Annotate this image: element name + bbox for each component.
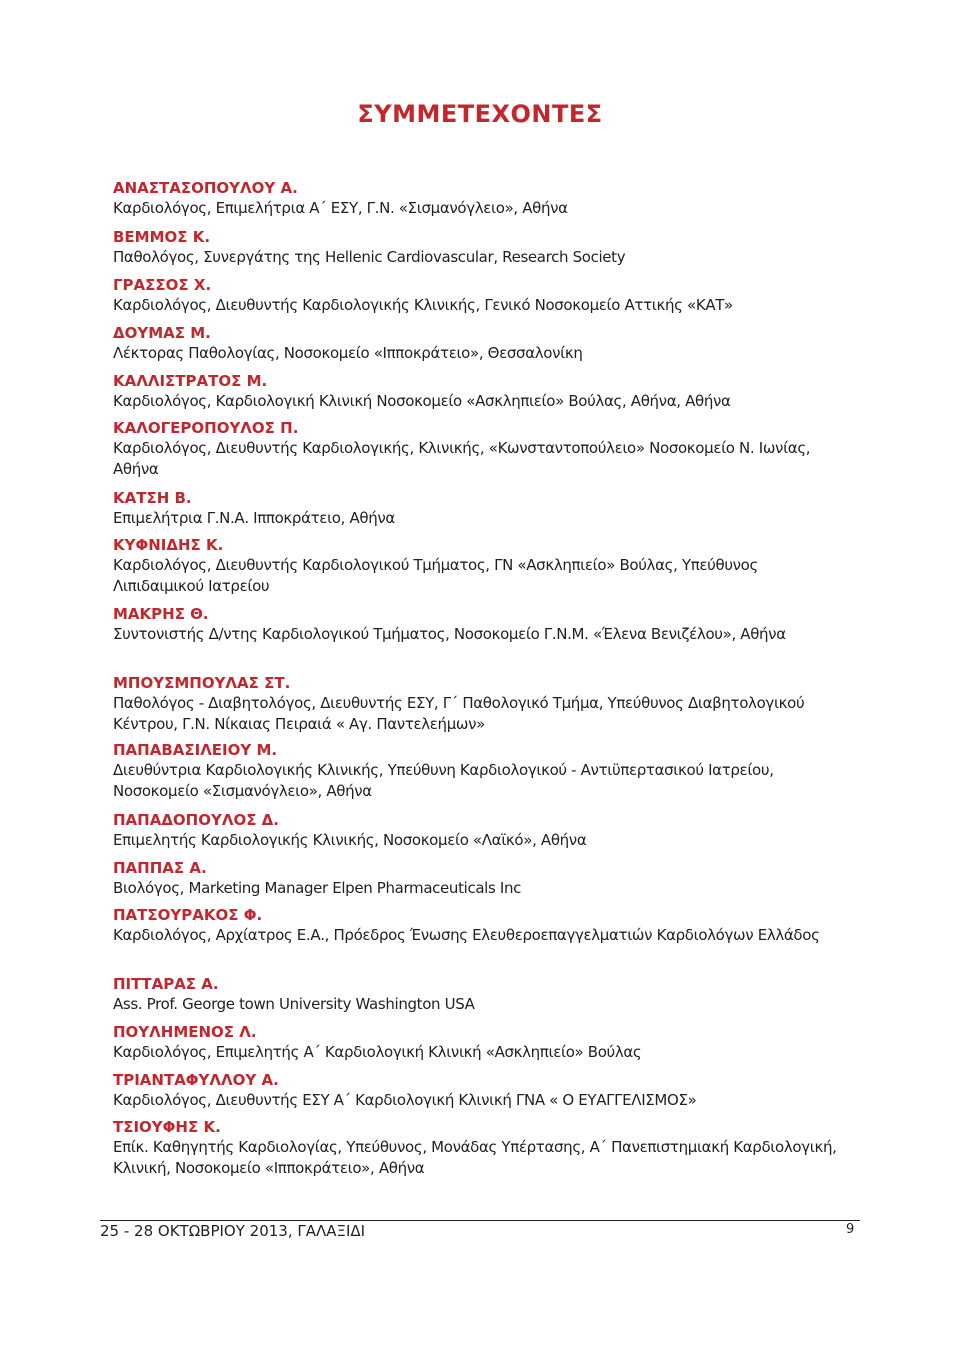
- footer-divider: [100, 1220, 860, 1221]
- participant-entry: [113, 228, 853, 268]
- participant-entry: [113, 859, 853, 899]
- participant-name: ΠΟΥΛΗΜΕΝΟΣ Λ.: [113, 1023, 257, 1041]
- participant-name: ΤΡΙΑΝΤΑΦΥΛΛΟΥ Α.: [113, 1071, 279, 1089]
- participant-entry: [113, 674, 853, 735]
- participant-description: Παθολόγος - Διαβητολόγος, Διευθυντής ΕΣΥ, Γ΄ Παθολογικό Τμήμα, Υπεύθυνος Διαβητολογικού Κέντρου, Γ.Ν. Νίκαιας Πειραιά « Αγ. Παντελεήμων»: [113, 694, 805, 733]
- participant-description: Καρδιολόγος, Αρχίατρος Ε.Α., Πρόεδρος Ένωσης Ελευθεροεπαγγελματιών Καρδιολόγων Ελλάδος: [113, 926, 820, 944]
- participant-name: ΠΑΠΑΔΟΠΟΥΛΟΣ Δ.: [113, 811, 279, 829]
- participant-entry: [113, 179, 853, 219]
- participant-name: ΜΠΟΥΣΜΠΟΥΛΑΣ ΣΤ.: [113, 674, 291, 692]
- participant-name: ΑΝΑΣΤΑΣΟΠΟΥΛΟΥ Α.: [113, 179, 298, 197]
- participant-name: ΤΣΙΟΥΦΗΣ Κ.: [113, 1118, 221, 1136]
- participant-description: Διευθύντρια Καρδιολογικής Κλινικής, Υπεύθυνη Καρδιολογικού - Αντιϋπερτασικού Ιατρείου, Νοσοκομείο «Σισμανόγλειο», Αθήνα: [113, 761, 774, 800]
- participant-name: ΠΑΠΑΒΑΣΙΛΕΙΟΥ Μ.: [113, 741, 278, 759]
- participant-description: Συντονιστής Δ/ντης Καρδιολογικού Τμήματος, Νοσοκομείο Γ.Ν.Μ. «Έλενα Βενιζέλου», Αθήνα: [113, 625, 786, 643]
- footer-date-location: 25 - 28 ΟΚΤΩΒΡΙΟΥ 2013, ΓΑΛΑΞΙΔΙ: [100, 1222, 366, 1240]
- participant-name: ΚΥΦΝΙΔΗΣ Κ.: [113, 536, 224, 554]
- participant-description: Καρδιολόγος, Καρδιολογική Κλινική Νοσοκομείο «Ασκληπιείο» Βούλας, Αθήνα, Αθήνα: [113, 392, 731, 410]
- participant-description: Λέκτορας Παθολογίας, Νοσοκομείο «Ιπποκράτειο», Θεσσαλονίκη: [113, 344, 583, 362]
- participant-entry: [113, 1118, 853, 1179]
- participant-description: Επίκ. Καθηγητής Καρδιολογίας, Υπεύθυνος, Μονάδας Υπέρτασης, Α΄ Πανεπιστημιακή Καρδιολογική, Κλινική, Νοσοκομείο «Ιπποκράτειο», Αθήνα: [113, 1138, 837, 1177]
- participant-entry: [113, 276, 853, 316]
- participant-description: Παθολόγος, Συνεργάτης της Hellenic Cardiovascular, Research Society: [113, 248, 626, 266]
- participant-entry: [113, 605, 853, 645]
- participant-name: ΚΑΛΟΓΕΡΟΠΟΥΛΟΣ Π.: [113, 419, 299, 437]
- participant-description: Καρδιολόγος, Διευθυντής ΕΣΥ Α΄ Καρδιολογική Κλινική ΓΝΑ « Ο ΕΥΑΓΓΕΛΙΣΜΟΣ»: [113, 1091, 697, 1109]
- participant-description: Καρδιολόγος, Επιμελήτρια Α΄ ΕΣΥ, Γ.Ν. «Σισμανόγλειο», Αθήνα: [113, 199, 568, 217]
- participant-description: Βιολόγος, Marketing Manager Elpen Pharmaceuticals Inc: [113, 879, 522, 897]
- participant-description: Καρδιολόγος, Επιμελητής Α΄ Καρδιολογική Κλινική «Ασκληπιείο» Βούλας: [113, 1043, 642, 1061]
- participant-name: ΜΑΚΡΗΣ Θ.: [113, 605, 209, 623]
- participant-name: ΓΡΑΣΣΟΣ Χ.: [113, 276, 212, 294]
- participant-name: ΚΑΤΣΗ Β.: [113, 489, 192, 507]
- participant-entry: [113, 1071, 853, 1111]
- participant-description: Επιμελητής Καρδιολογικής Κλινικής, Νοσοκομείο «Λαϊκό», Αθήνα: [113, 831, 587, 849]
- participant-name: ΔΟΥΜΑΣ Μ.: [113, 324, 211, 342]
- participant-description: Επιμελήτρια Γ.Ν.Α. Ιπποκράτειο, Αθήνα: [113, 509, 395, 527]
- participant-entry: [113, 324, 853, 364]
- participant-entry: [113, 975, 853, 1015]
- participant-description: Καρδιολόγος, Διευθυντής Καρδιολογικής Κλινικής, Γενικό Νοσοκομείο Αττικής «ΚΑΤ»: [113, 296, 733, 314]
- participant-entry: [113, 489, 853, 529]
- participant-entry: [113, 419, 853, 480]
- participant-entry: [113, 536, 853, 597]
- participant-name: ΒΕΜΜΟΣ Κ.: [113, 228, 211, 246]
- participant-description: Καρδιολόγος, Διευθυντής Καρδιολογικού Τμήματος, ΓΝ «Ασκληπιείο» Βούλας, Υπεύθυνος Λιπιδαιμικού Ιατρείου: [113, 556, 758, 595]
- participant-name: ΠΑΠΠΑΣ Α.: [113, 859, 207, 877]
- participant-entry: [113, 741, 853, 802]
- participant-entry: [113, 372, 853, 412]
- participant-name: ΠΙΤΤΑΡΑΣ Α.: [113, 975, 219, 993]
- participant-entry: [113, 906, 853, 946]
- participant-entry: [113, 1023, 853, 1063]
- participant-name: ΚΑΛΛΙΣΤΡΑΤΟΣ Μ.: [113, 372, 268, 390]
- participant-description: Καρδιολόγος, Διευθυντής Καρδιολογικής, Κλινικής, «Κωνσταντοπούλειο» Νοσοκομείο Ν. Ιωνίας, Αθήνα: [113, 439, 811, 478]
- page-title: ΣΥΜΜΕΤΕΧΟΝΤΕΣ: [357, 100, 603, 128]
- participant-name: ΠΑΤΣΟΥΡΑΚΟΣ Φ.: [113, 906, 263, 924]
- participant-description: Ass. Prof. George town University Washington USA: [113, 995, 475, 1013]
- page-number: 9: [846, 1222, 855, 1237]
- participant-entry: [113, 811, 853, 851]
